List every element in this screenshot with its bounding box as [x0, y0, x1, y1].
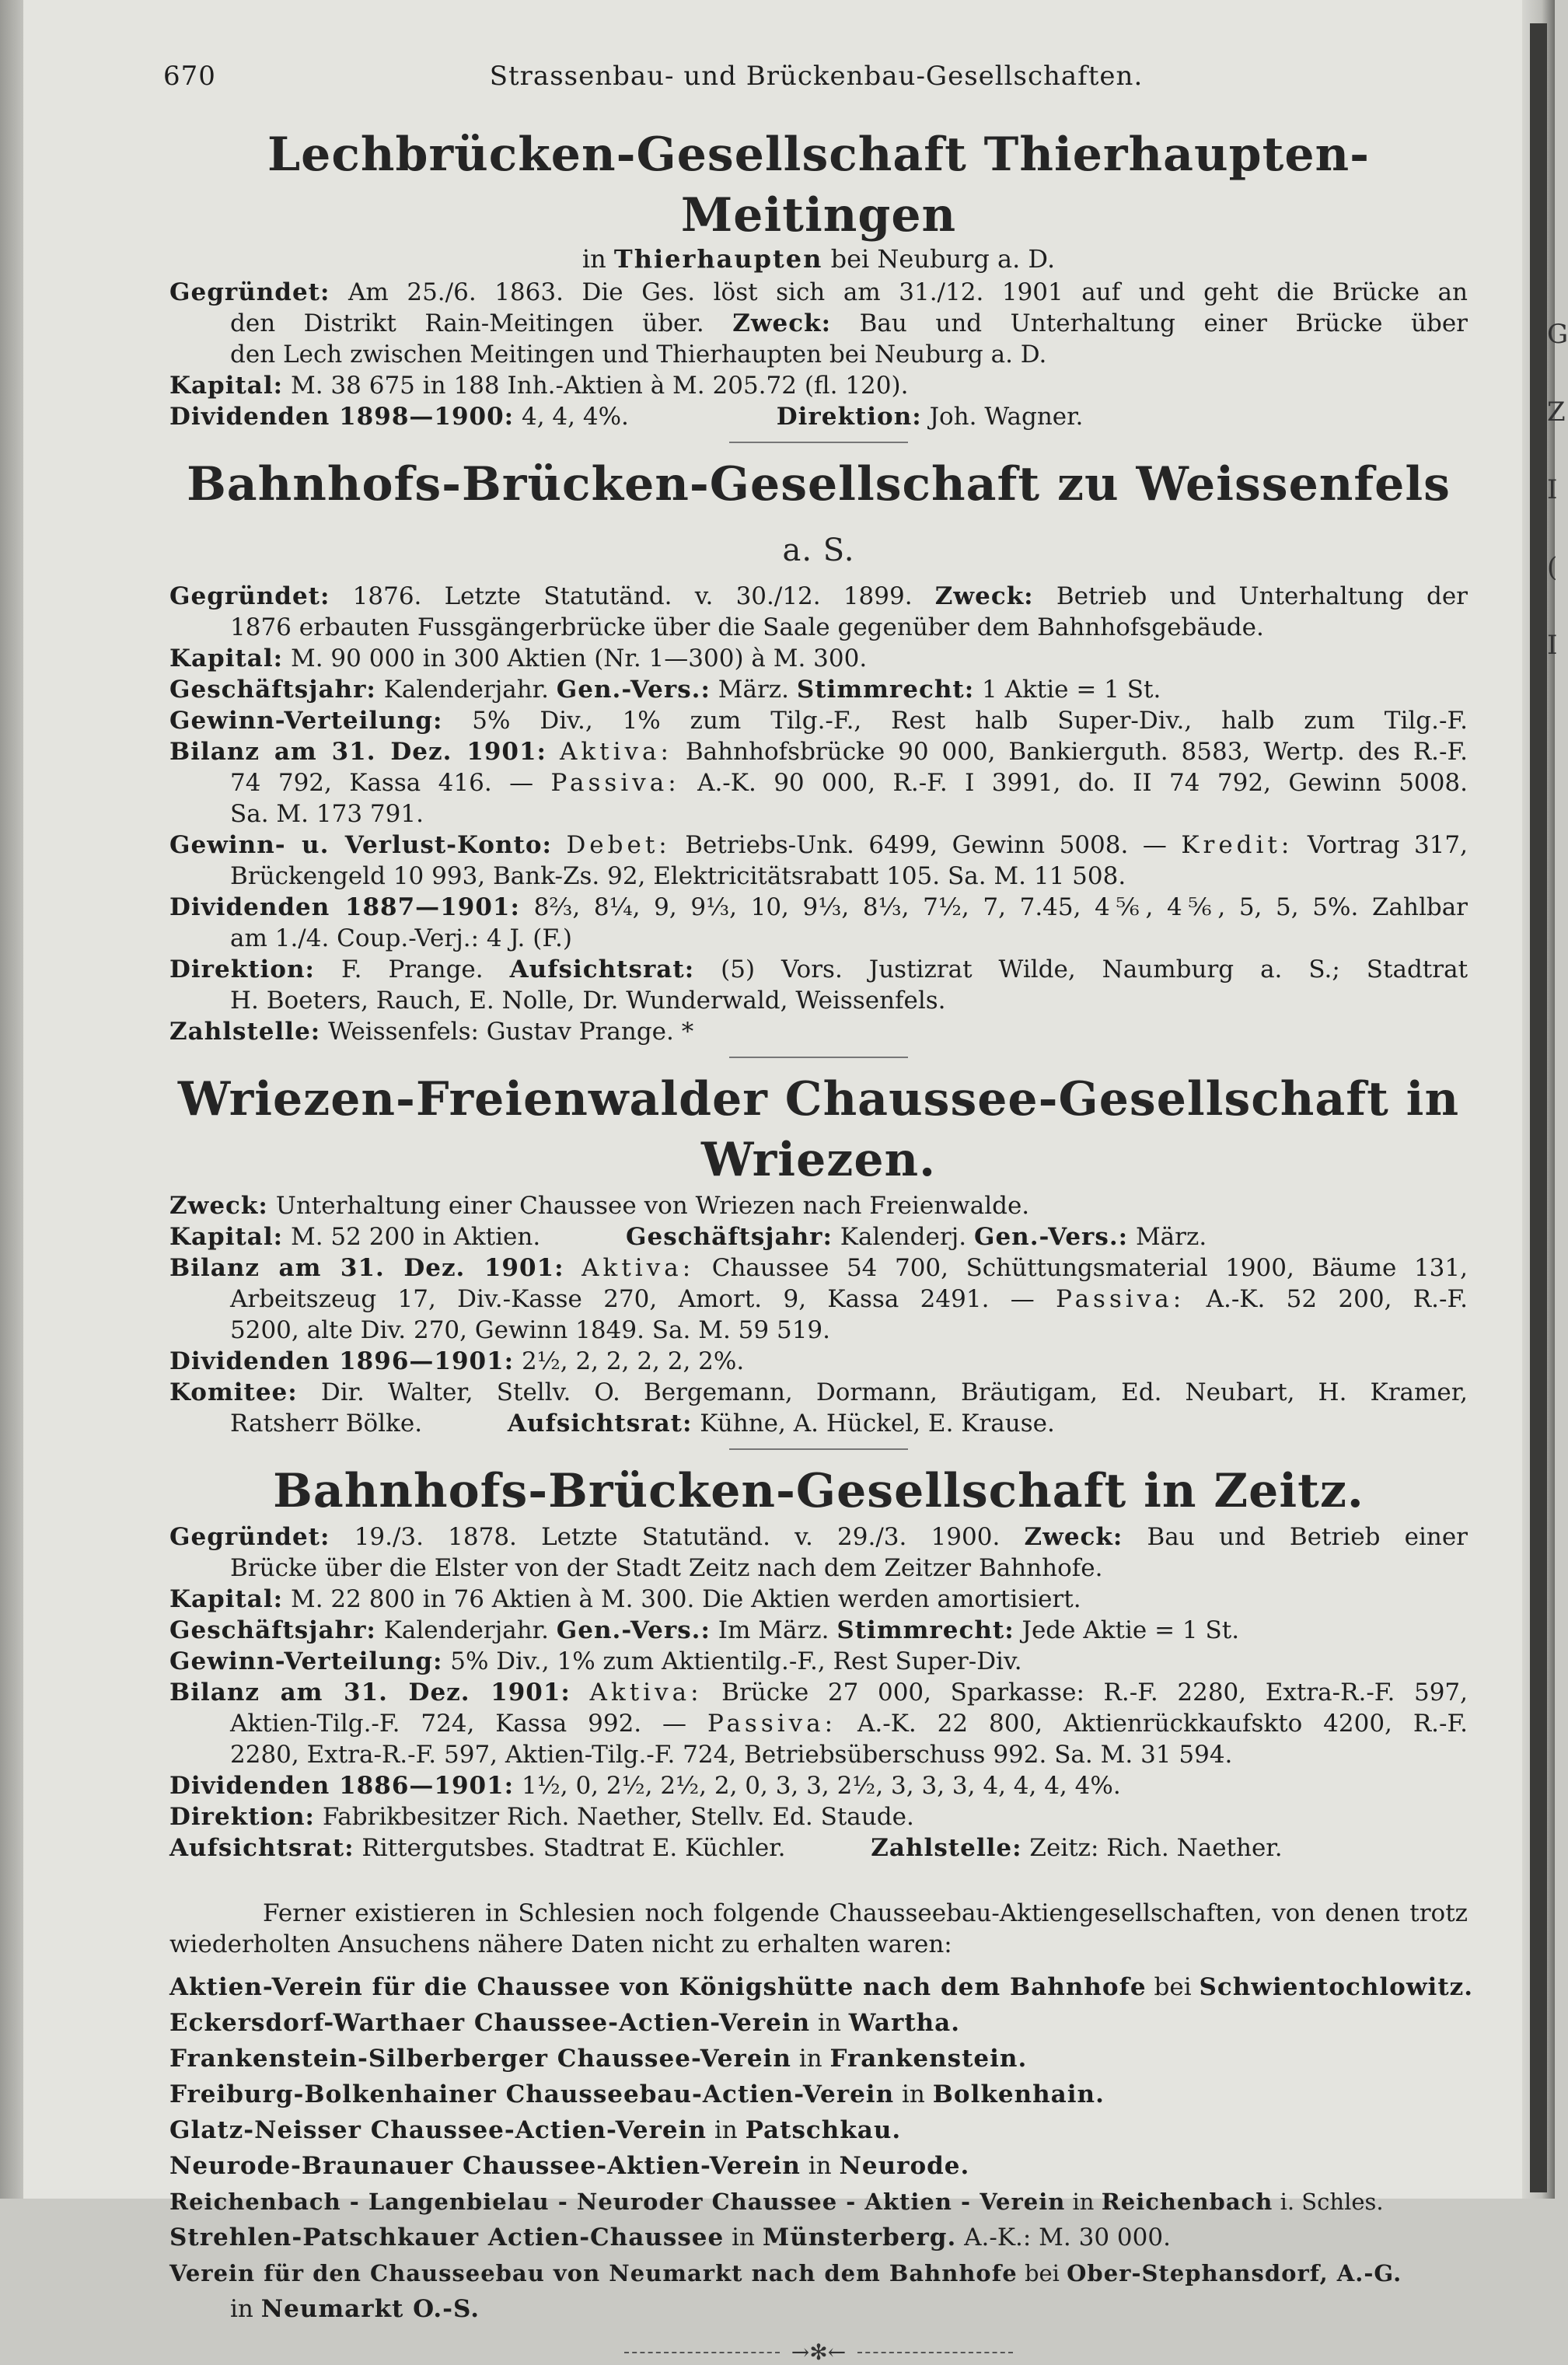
company-title: Bahnhofs-Brücken-Gesellschaft in Zeitz. [273, 1464, 1364, 1518]
list-item: Neurode-Braunauer Chaussee-Aktien-Verein in Neurode. [169, 2152, 970, 2180]
page-content [169, 124, 1474, 2365]
entry-line: Zweck: Unterhaltung einer Chaussee von Wriezen nach Freienwalde. [169, 1192, 1030, 1220]
list-item: in Neumarkt O.-S. [230, 2295, 480, 2323]
entry-line: Gewinn-Verteilung: 5% Div., 1% zum Tilg.-F., Rest halb Super-Div., halb zum Tilg.-F. [169, 707, 1468, 735]
edge-char: G [1547, 319, 1568, 350]
entry-line: Gegründet: 19./3. 1878. Letzte Statutänd. v. 29./3. 1900. Zweck: Bau und Betrieb einer [169, 1523, 1468, 1551]
section-separator [729, 1448, 908, 1450]
end-ornament [624, 2341, 1013, 2364]
entry-line: Brückengeld 10 993, Bank-Zs. 92, Elektricitätsrabatt 105. Sa. M. 11 508. [230, 862, 1126, 890]
entry-line: Dividenden 1896—1901: 2½, 2, 2, 2, 2, 2%. [169, 1347, 745, 1375]
entry-line: Zahlstelle: Weissenfels: Gustav Prange. * [169, 1018, 694, 1046]
entry-line: Aktien-Tilg.-F. 724, Kassa 992. — Passiva: A.-K. 22 800, Aktienrückkaufskto 4200, R.-F. [230, 1710, 1468, 1738]
entry-line: Aufsichtsrat: Rittergutsbes. Stadtrat E. Küchler. Zahlstelle: Zeitz: Rich. Naether. [169, 1834, 1283, 1862]
entry-line: Dividenden 1886—1901: 1½, 0, 2½, 2½, 2, 0, 3, 3, 2½, 3, 3, 3, 4, 4, 4, 4%. [169, 1772, 1121, 1800]
list-item: Freiburg-Bolkenhainer Chausseebau-Actien-Verein in Bolkenhain. [169, 2080, 1105, 2108]
entry-line: Bilanz am 31. Dez. 1901: Aktiva: Bahnhofsbrücke 90 000, Bankierguth. 8583, Wertp. des R.-F. [169, 738, 1468, 766]
binding-shadow [1530, 23, 1547, 2192]
company-location: in Thierhaupten bei Neuburg a. D. [581, 244, 1056, 274]
company-entry [169, 1461, 1468, 1864]
company-title: Wriezen-Freienwalder Chaussee-Gesellschaft in Wriezen. [177, 1072, 1460, 1187]
company-entry [169, 124, 1468, 443]
entry-line: den Distrikt Rain-Meitingen über. Zweck: Bau und Unterhaltung einer Brücke über [230, 309, 1468, 337]
entry-line: Bilanz am 31. Dez. 1901: Aktiva: Brücke 27 000, Sparkasse: R.-F. 2280, Extra-R.-F. 597, [169, 1679, 1468, 1707]
entry-line: Arbeitszeug 17, Div.-Kasse 270, Amort. 9, Kassa 2491. — Passiva: A.-K. 52 200, R.-F. [230, 1285, 1468, 1313]
entry-line: Geschäftsjahr: Kalenderjahr. Gen.-Vers.: Im März. Stimmrecht: Jede Aktie = 1 St. [169, 1616, 1240, 1644]
entry-line: den Lech zwischen Meitingen und Thierhaupten bei Neuburg a. D. [230, 341, 1047, 369]
entry-line: Sa. M. 173 791. [230, 800, 424, 828]
entry-line: Direktion: Fabrikbesitzer Rich. Naether, Stellv. Ed. Staude. [169, 1803, 914, 1831]
list-item: Glatz-Neisser Chaussee-Actien-Verein in Patschkau. [169, 2116, 902, 2144]
closing-list [169, 1898, 1474, 2365]
company-entry [169, 454, 1468, 1058]
entry-line: Brücke über die Elster von der Stadt Zeitz nach dem Zeitzer Bahnhofe. [230, 1554, 1103, 1582]
entry-line: Gewinn-Verteilung: 5% Div., 1% zum Aktientilg.-F., Rest Super-Div. [169, 1647, 1022, 1675]
ornament-icon: →✻← [791, 2339, 847, 2365]
running-header [163, 61, 1469, 100]
list-item: Frankenstein-Silberberger Chaussee-Verein in Frankenstein. [169, 2045, 1028, 2073]
entry-line: 74 792, Kassa 416. — Passiva: A.-K. 90 000, R.-F. I 3991, do. II 74 792, Gewinn 5008. [230, 769, 1468, 797]
location-place: Thierhaupten [613, 244, 823, 274]
entry-line: Dividenden 1887—1901: 8⅔, 8¼, 9, 9⅓, 10, 9⅓, 8⅓, 7½, 7, 7.45, 4⅚, 4⅚, 5, 5, 5%. Zahlbar [169, 893, 1468, 921]
entry-line: Gewinn- u. Verlust-Konto: Debet: Betriebs-Unk. 6499, Gewinn 5008. — Kredit: Vortrag 317, [169, 831, 1468, 859]
entry-line: 5200, alte Div. 270, Gewinn 1849. Sa. M. 59 519. [230, 1316, 830, 1344]
list-item: Verein für den Chausseebau von Neumarkt nach dem Bahnhofe bei Ober-Stephansdorf, A.-G. [169, 2260, 1402, 2286]
entry-line: Gegründet: Am 25./6. 1863. Die Ges. löst sich am 31./12. 1901 auf und geht die Brücke an [169, 278, 1468, 306]
running-title: Strassenbau- und Brückenbau-Gesellschaften. [489, 61, 1144, 92]
scan-left-margin [0, 0, 23, 2199]
entry-line: Gegründet: 1876. Letzte Statutänd. v. 30./12. 1899. Zweck: Betrieb und Unterhaltung der [169, 582, 1468, 610]
entry-line: Direktion: F. Prange. Aufsichtsrat: (5) Vors. Justizrat Wilde, Naumburg a. S.; Stadtrat [169, 955, 1468, 983]
edge-char: Z [1547, 396, 1566, 428]
list-item: Strehlen-Patschkauer Actien-Chaussee in Münsterberg. A.-K.: M. 30 000. [169, 2224, 1171, 2251]
entry-line: Komitee: Dir. Walter, Stellv. O. Bergemann, Dormann, Bräutigam, Ed. Neubart, H. Kramer, [169, 1378, 1468, 1406]
entry-line: H. Boeters, Rauch, E. Nolle, Dr. Wunderwald, Weissenfels. [230, 987, 946, 1015]
entry-line: Kapital: M. 90 000 in 300 Aktien (Nr. 1—300) à M. 300. [169, 645, 868, 672]
entry-line: Kapital: M. 22 800 in 76 Aktien à M. 300. Die Aktien werden amortisiert. [169, 1585, 1081, 1613]
section-separator [729, 1057, 908, 1058]
company-title: Lechbrücken-Gesellschaft Thierhaupten-Meitingen [267, 128, 1371, 243]
entry-line: 2280, Extra-R.-F. 597, Aktien-Tilg.-F. 724, Betriebsüberschuss 992. Sa. M. 31 594. [230, 1741, 1233, 1769]
list-item: Aktien-Verein für die Chaussee von Königshütte nach dem Bahnhofe bei Schwientochlowitz. [169, 1973, 1474, 2001]
entry-line: Kapital: M. 38 675 in 188 Inh.-Aktien à M. 205.72 (fl. 120). [169, 372, 909, 400]
page-number: 670 [163, 61, 216, 92]
company-entry [169, 1069, 1468, 1450]
entry-line: 1876 erbauten Fussgängerbrücke über die Saale gegenüber dem Bahnhofsgebäude. [230, 613, 1264, 641]
section-separator [729, 442, 908, 443]
list-item: Reichenbach - Langenbielau - Neuroder Chaussee - Aktien - Verein in Reichenbach i. Schles. [169, 2189, 1384, 2215]
ornament-rule-right [857, 2352, 1013, 2353]
closing-intro: Ferner existieren in Schlesien noch folgende Chausseebau-Aktiengesellschaften, von denen trotz wiederholten Ansuchens nähere Daten nicht zu erhalten waren: [169, 1899, 1468, 1958]
company-title: Bahnhofs-Brücken-Gesellschaft zu Weissenfels a. S. [187, 457, 1451, 568]
edge-char: I [1547, 630, 1558, 661]
list-item: Eckersdorf-Warthaer Chaussee-Actien-Verein in Wartha. [169, 2009, 961, 2037]
entry-line: Kapital: M. 52 200 in Aktien. Geschäftsjahr: Kalenderj. Gen.-Vers.: März. [169, 1223, 1207, 1251]
adjacent-page-fragments [1547, 295, 1568, 684]
entry-line: Dividenden 1898—1900: 4, 4, 4%. Direktion: Joh. Wagner. [169, 403, 1084, 431]
entry-line: Geschäftsjahr: Kalenderjahr. Gen.-Vers.: März. Stimmrecht: 1 Aktie = 1 St. [169, 676, 1161, 704]
ornament-rule-left [624, 2352, 780, 2353]
edge-char: I [1547, 474, 1558, 505]
entry-line: Bilanz am 31. Dez. 1901: Aktiva: Chaussee 54 700, Schüttungsmaterial 1900, Bäume 131, [169, 1254, 1468, 1282]
edge-char: ( [1547, 552, 1558, 583]
entry-line: Ratsherr Bölke. Aufsichtsrat: Kühne, A. Hückel, E. Krause. [230, 1410, 1055, 1438]
entry-line: am 1./4. Coup.-Verj.: 4 J. (F.) [230, 924, 572, 952]
